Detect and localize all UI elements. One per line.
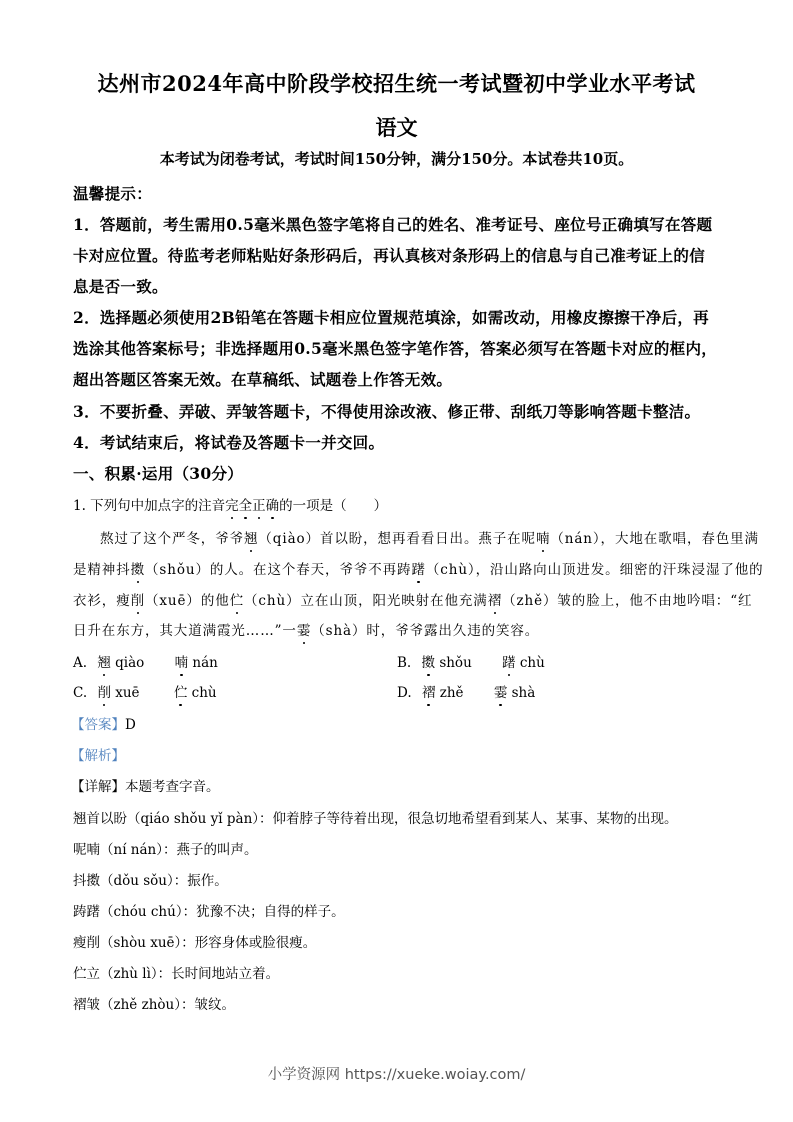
stem-suffix: 的一项是（ ） [279,498,388,514]
answer-label: 【答案】 [71,717,125,733]
option-a [73,651,218,671]
option-pinyin: zhě [439,685,464,701]
passage-text: （qiào）首以盼，想再看看日出。燕子在呢 [258,531,536,547]
watermark-footer: 小学资源网 https://xueke.woiay.com/ [267,1067,526,1083]
tip-2-line-2: 选涂其他答案标号；非选择题用0.5毫米黑色签字笔作答，答案必须写在答题卡对应的框内， [73,339,718,358]
dotted-char: 削 [131,589,145,609]
dotted-char: 完 [225,494,239,514]
option-pinyin: chù [191,685,217,701]
exam-title: 达州市2024年高中阶段学校招生统一考试暨初中学业水平考试 [97,71,696,96]
stem-prefix: 1. 下列句中加点字的注音 [73,498,226,514]
dotted-char: 喃 [536,527,550,547]
option-d [397,681,535,701]
dotted-char: 褶 [422,681,436,701]
analysis-label: 【解析】 [71,748,125,764]
option-label: D. [397,685,412,701]
dotted-char: 翘 [97,651,111,671]
passage-text: （shǒu）的人。在这个春天，爷爷不再踌 [145,562,412,578]
subject-title: 语文 [375,115,418,140]
dotted-char: 躇 [502,651,516,671]
option-pinyin: nán [192,655,218,671]
passage-text: （shà）时，爷爷露出久违的笑容。 [311,623,540,639]
option-pinyin: chù [519,655,545,671]
explanation-7: 褶皱（zhě zhòu）：皱纹。 [73,997,235,1013]
dotted-char: 躇 [411,558,425,578]
dotted-char: 喃 [175,651,189,671]
passage-text: 熬过了这个严冬，爷爷 [100,531,244,547]
passage-line-2 [73,558,764,578]
passage-text: （nán），大地在歌唱，春色里满 [550,531,759,547]
detail-text: 本题考查字音。 [125,779,220,795]
dotted-char: 褶 [488,589,502,609]
tip-2-line-3: 超出答题区答案无效。在草稿纸、试题卷上作答无效。 [73,370,453,389]
dotted-char: 伫 [230,589,244,609]
option-pinyin: shǒu [439,655,472,671]
tip-1-line-1: 1．答题前，考生需用0.5毫米黑色签字笔将自己的姓名、准考证号、座位号正确填写在答题 [73,215,713,234]
passage-text: （zhě）皱的脸上，他不由地吟唱：“红 [502,593,753,609]
dotted-char: 翘 [244,527,258,547]
answer-line [71,713,136,733]
detail-line [71,775,220,795]
passage-line-4 [73,619,539,639]
option-c [73,681,217,701]
passage-text: 衣衫，瘦 [73,593,131,609]
option-pinyin: shà [511,685,536,701]
dotted-char: 确 [266,494,280,514]
option-pinyin: qiào [115,655,145,671]
dotted-char: 伫 [174,681,188,701]
tip-1-line-3: 息是否一致。 [73,277,168,296]
explanation-6: 伫立（zhù lì）：长时间地站立着。 [73,966,280,982]
tip-3: 3．不要折叠、弄破、弄皱答题卡，不得使用涂改液、修正带、刮纸刀等影响答题卡整洁。 [73,402,701,421]
explanation-3: 抖擞（dǒu sǒu）：振作。 [73,873,228,889]
option-b [397,651,545,671]
section-heading: 一、积累·运用（30分） [73,464,244,483]
option-label: C. [73,685,88,701]
passage-text: 是精神抖 [73,562,131,578]
answer-value: D [125,717,136,733]
passage-text: （xuē）的他 [145,593,230,609]
detail-label: 【详解】 [71,779,125,795]
option-label: A. [73,655,88,671]
passage-line-3 [73,589,752,609]
tip-1-line-2: 卡对应位置。待监考老师粘贴好条形码后，再认真核对条形码上的信息与自己准考证上的信 [73,246,706,265]
dotted-char: 擞 [422,651,436,671]
passage-text: 日升在东方，其大道满霞光……”一 [73,623,297,639]
option-label: B. [397,655,412,671]
passage-line-1 [100,527,759,547]
dotted-char: 正 [252,494,266,514]
dotted-char: 擞 [131,558,145,578]
tip-2-line-1: 2．选择题必须使用2B铅笔在答题卡相应位置规范填涂，如需改动，用橡皮擦擦干净后，再 [73,308,709,327]
explanation-2: 呢喃（ní nán）：燕子的叫声。 [73,842,258,858]
dotted-char: 霎 [494,681,508,701]
passage-text: （chù），沿山路向山顶进发。细密的汗珠浸湿了他的 [425,562,764,578]
dotted-char: 霎 [297,619,311,639]
explanation-4: 踌躇（chóu chú）：犹豫不决；自得的样子。 [73,904,345,920]
tips-heading: 温馨提示： [73,184,153,203]
explanation-1: 翘首以盼（qiáo shǒu yǐ pàn）：仰着脖子等待着出现，很急切地希望看到某人、某事、某物的出现。 [73,811,678,827]
passage-text: （chù）立在山顶，阳光映射在他充满 [244,593,488,609]
explanation-5: 瘦削（shòu xuē）：形容身体或脸很瘦。 [73,935,317,951]
tip-4: 4．考试结束后，将试卷及答题卡一并交回。 [73,433,385,452]
option-pinyin: xuē [115,685,140,701]
question-1-stem [73,494,387,514]
dotted-char: 全 [239,494,253,514]
exam-note: 本考试为闭卷考试，考试时间150分钟，满分150分。本试卷共10页。 [159,150,634,168]
dotted-char: 削 [97,681,111,701]
